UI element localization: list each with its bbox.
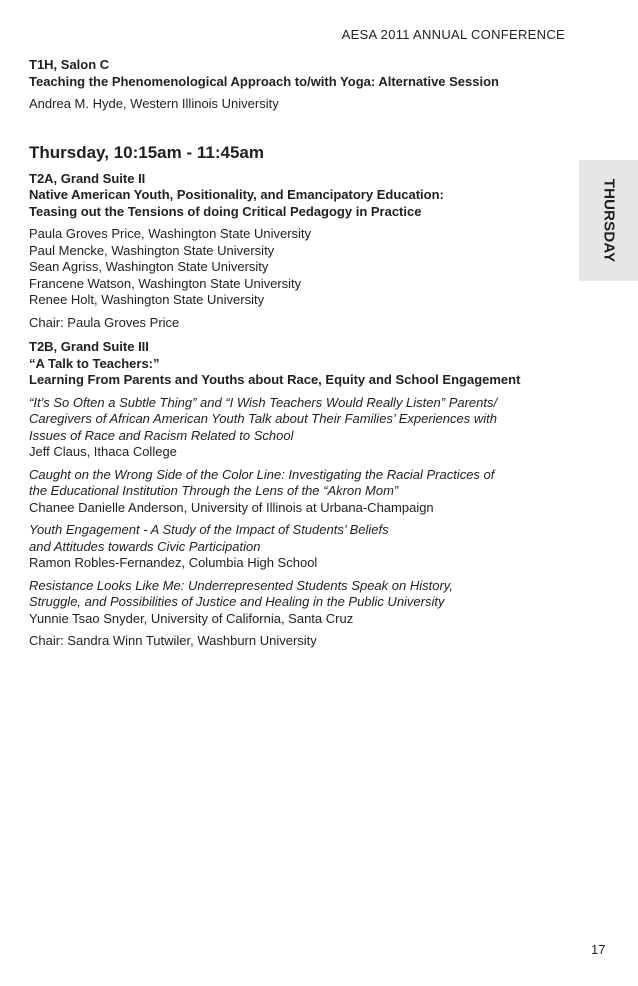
session-code-t1h: T1H, Salon C <box>29 57 110 72</box>
paper-title-line: Issues of Race and Racism Related to School <box>29 427 294 443</box>
page-number: 17 <box>591 942 606 957</box>
program-content <box>29 57 557 650</box>
presenter: Paula Groves Price, Washington State University <box>29 226 312 241</box>
paper-4 <box>29 578 557 628</box>
paper-title-line: the Educational Institution Through the Lens of the “Akron Mom” <box>29 483 399 498</box>
session-title-t2b-line2: Learning From Parents and Youths about Race, Equity and School Engagement <box>29 372 521 387</box>
session-code-t2a: T2A, Grand Suite II <box>29 170 146 186</box>
paper-author: Jeff Claus, Ithaca College <box>29 444 177 459</box>
paper-author: Ramon Robles-Fernandez, Columbia High School <box>29 555 318 570</box>
paper-author: Yunnie Tsao Snyder, University of California, Santa Cruz <box>29 610 354 626</box>
paper-title-line: Caregivers of African American Youth Talk about Their Families’ Experiences with <box>29 411 497 426</box>
chair-t2b: Chair: Sandra Winn Tutwiler, Washburn University <box>29 633 317 648</box>
presenter: Sean Agriss, Washington State University <box>29 259 269 274</box>
paper-2 <box>29 467 557 517</box>
paper-author: Chanee Danielle Anderson, University of Illinois at Urbana-Champaign <box>29 499 434 515</box>
paper-title-line: Resistance Looks Like Me: Underrepresented Students Speak on History, <box>29 577 453 593</box>
paper-title-line: Caught on the Wrong Side of the Color Line: Investigating the Racial Practices of <box>29 466 495 482</box>
conference-header: AESA 2011 ANNUAL CONFERENCE <box>341 27 565 42</box>
paper-title-line: Youth Engagement - A Study of the Impact of Students’ Beliefs <box>29 522 389 537</box>
session-code-t2b: T2B, Grand Suite III <box>29 339 149 354</box>
session-title-t2b-line1: “A Talk to Teachers:” <box>29 355 160 371</box>
presenter: Paul Mencke, Washington State University <box>29 242 275 258</box>
presenter: Francene Watson, Washington State University <box>29 275 302 291</box>
thursday-side-tab <box>579 160 638 281</box>
session-title-t1h: Teaching the Phenomenological Approach to/with Yoga: Alternative Session <box>29 73 499 89</box>
presenter-list-t2a <box>29 226 557 309</box>
presenter: Renee Holt, Washington State University <box>29 292 265 307</box>
session-title-t2a-line1: Native American Youth, Positionality, and Emancipatory Education: <box>29 187 444 202</box>
paper-1 <box>29 395 557 461</box>
presenter-t1h: Andrea M. Hyde, Western Illinois University <box>29 96 279 111</box>
chair-t2a: Chair: Paula Groves Price <box>29 314 180 330</box>
paper-title-line: “It’s So Often a Subtle Thing” and “I Wish Teachers Would Really Listen” Parents/ <box>29 394 498 410</box>
paper-title-line: and Attitudes towards Civic Participation <box>29 538 261 554</box>
time-slot-heading: Thursday, 10:15am - 11:45am <box>29 142 264 162</box>
paper-title-line: Struggle, and Possibilities of Justice and Healing in the Public University <box>29 594 445 609</box>
session-title-t2a-line2: Teasing out the Tensions of doing Critical Pedagogy in Practice <box>29 203 422 219</box>
side-tab-label: THURSDAY <box>600 178 617 263</box>
paper-3 <box>29 522 557 572</box>
